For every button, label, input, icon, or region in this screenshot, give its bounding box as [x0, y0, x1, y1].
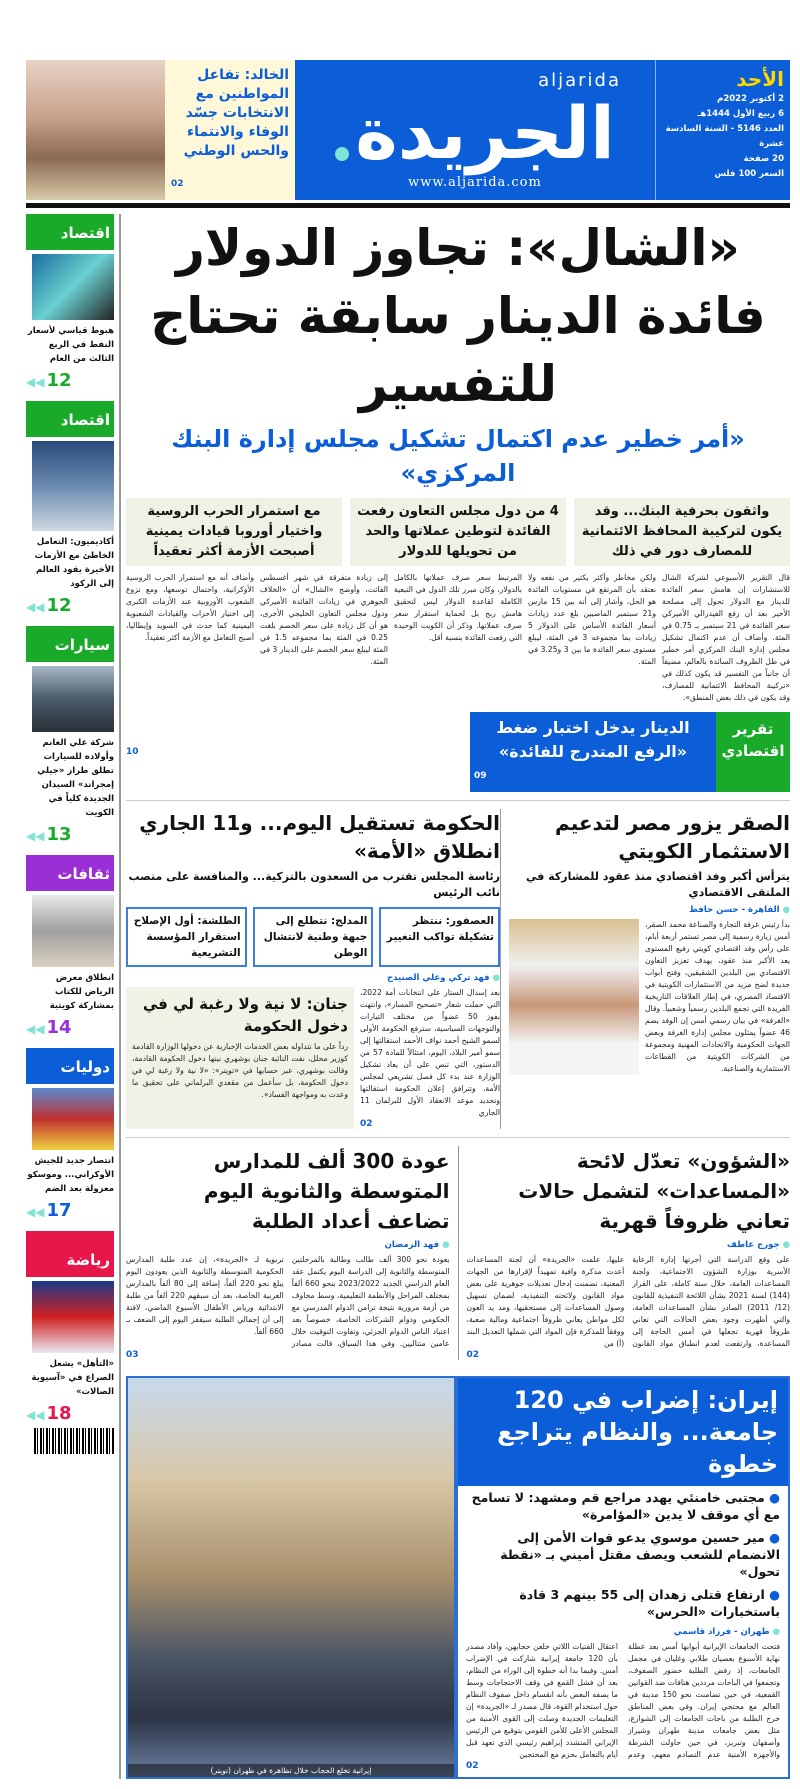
page-link[interactable]: [26, 1200, 114, 1221]
date-gregorian: 2 أكتوبر 2022م: [717, 94, 784, 104]
article-column: قال التقرير الأسبوعي لشركة الشال للاستشارات إن هامش سعر الفائدة للدينار مع الدولار تحول إلى مصلحة الأخير بعد أن رفع الفيدرالي الأميركي سعر الفائدة في 21 سبتمبر بـ 0.75 في المئة. وأضاف أن عدم اكتمال تشكيل مجلس إدارة البنك المركزي أمر خطير في ظل الظروف السائدة بالعالم، مضيفاً أن جانباً من التفسير قد يكون كذلك في «تركيبة المحافظ الائتمانية للمصارف، وقد يكون في ذلك بعض المنطق».: [662, 573, 790, 702]
kremlin-image: [32, 1088, 114, 1150]
local-row: [126, 1137, 790, 1360]
logo-dot-icon: [335, 147, 349, 161]
report-box[interactable]: [470, 712, 790, 792]
sidebar-label[interactable]: ثقافات: [26, 855, 114, 891]
website-url[interactable]: www.aljarida.com: [408, 175, 542, 190]
page-number: 12: [46, 370, 72, 391]
sidebar-caption[interactable]: شركة علي الغانم وأولاده للسيارات تطلق طراز «جيلي إمجراند» السيدان الجديدة كلياً في الكويت: [37, 738, 114, 818]
divider: [26, 203, 790, 208]
sidebar-section: [26, 855, 114, 1038]
sidebar-label[interactable]: دوليات: [26, 1048, 114, 1084]
iran-body: فتحت الجامعات الإيرانية أبوابها أمس بعد عطلة نهاية الأسبوع بعصيان طلابي وغليان في مجمل الجامعات، إذ رفض الطلبة حضور الصفوف، وتجمعوا في الباحات مرددين هتافات ضد القوانين القمعية، في حين تضامنت نحو 150 مدينة في العالم مع محتجي إيران. وفي بعض المناطق خرج الطلبة من باحات الجامعات إلى الشوارع، مثل بعض جامعات مدينة طهران وشيراز وأصفهان وتبريز، في حين حاولت الشرطة والأجهزة الأمنية عدم التصادم معهم، وعدم اعتقال الفتيات اللاتي خلعن حجابهن، وأفاد مصدر بأن 120 جامعة إيرانية شاركت في الإضراب أمس. وفيما بدا أنه خطوة إلى الوراء من النظام، بعد أن فشل القمع في وقف الاحتجاجات وسط ما يصفه البعض بأنه انقسام داخل صفوف النظام حول استخدام القوة، قال مصدر لـ «الجريدة» إن التعليمات الجديدة وصلت إلى القوى الأمنية من المجلس الأعلى للأمن القومي بتوقيع من الرئيس الإيراني المتشدد إبراهيم رئيسي الذي تعهد قبل أيام بالتعامل بحزم مع المحتجين: [466, 1642, 780, 1759]
saqr-body: بدأ رئيس غرفة التجارة والصناعة محمد الصقر، أمس زيارة رسمية إلى مصر تستمر أربعة أيام، على رأس وفد اقتصادي كويتي رفيع المستوى يعد الأكبر منذ عقود، بهدف تعزيز التعاون الاقتصادي بين البلدين الشقيقين، وفتح أبواب جديدة لضخ مزيد من الاستثمارات الكويتية في الاقتصاد المصري، في إطار العلاقات التاريخية الفريدة التي تجمع البلدين رسمياً وشعبياً. وقال «الغرفة» في بيان رسمي أمس إن الوفد يضم 46 عضواً يمثلون مجلس إدارة الغرفة وبعض الجهات الحكومية والاتحادات المهنية ومجموعة من الشركات الكويتية من القطاعات الاستثمارية والصناعية.: [645, 920, 790, 1073]
page-number: 17: [46, 1200, 72, 1221]
shoun-page[interactable]: 02: [466, 1350, 480, 1360]
saqr-byline: ● القاهرة - حسن حافظ: [509, 905, 790, 915]
promo-page[interactable]: 02: [171, 179, 184, 189]
saqr-subhead: يترأس أكبر وفد اقتصادي منذ عقود للمشاركة في الملتقى الاقتصادي: [526, 870, 790, 899]
price: السعر 100 فلس: [714, 169, 784, 179]
barcode: [34, 1428, 114, 1454]
gov-page[interactable]: 02: [360, 1119, 373, 1129]
date-hijri: 6 ربيع الأول 1444هـ: [697, 109, 784, 119]
highlight-row: [126, 498, 790, 566]
gov-body: بعد إسدال الستار على انتخابات أمة 2022، التي حملت شعار «تصحيح المسار»، وانتهت بفوز 50 عضواً من مختلف التيارات والتوجهات السياسية، سترفع الحكومة الأولى لسمو الشيخ أحمد نواف الأحمد استقالتها إلى سمو أمير البلاد، اليوم، امتثالاً للمادة 57 من الدستور، التي تنص على أن يعاد تشكيل الوزارة عند بدء كل فصل تشريعي لمجلس الأمة، وتترافق إعلان الحكومة استقالتها وتحديد موعد الانعقاد الأول للبرلمان 11 الجاري: [360, 988, 501, 1117]
main-content: [126, 214, 790, 1779]
issue-info: [655, 60, 790, 200]
page-link[interactable]: [26, 824, 114, 845]
page-number: 13: [46, 824, 72, 845]
sidebar-section: [26, 1048, 114, 1221]
article-column: وأضاف أنه مع استمرار الحرب الروسية الأوكرانية، واحتمال توسعها، ومع نزوع الشعوب الأوروبية عند الأزمات الكبرى إلى اختيار الأحزاب والقيادات الشعبوية اليمينية كما حدث في السويد وإيطاليا، أصبح التعامل مع الأزمة أكثر تعقيداً.: [126, 573, 254, 642]
sidebar-caption[interactable]: «التأهل» يشعل الصراع في «آسيوية الصالات»: [31, 1359, 114, 1397]
car-image: [32, 666, 114, 732]
main-subhead: «أمر خطير عدم اكتمال تشكيل مجلس إدارة البنك المركزي»: [171, 425, 745, 487]
logo-row: [335, 91, 615, 175]
iran-article: [458, 1627, 788, 1771]
continued-page[interactable]: 10: [126, 747, 139, 757]
report-title-wrap: [470, 712, 716, 792]
sidebar-caption[interactable]: انطلاق معرض الرياض للكتاب بمشاركة كويتية: [49, 973, 114, 1011]
quote-box: المدلج: نتطلع إلى جبهة وطنية لانتشال الوطن: [253, 907, 374, 967]
report-row: [126, 712, 790, 792]
sidebar: [26, 214, 114, 1779]
page-link[interactable]: [26, 1017, 114, 1038]
highlight-box: 4 من دول مجلس التعاون رفعت الفائدة لتوطين عملاتها والحد من تحويلها للدولار: [350, 498, 566, 566]
content: [26, 214, 790, 1779]
iran-bullet: ● ارتفاع قتلى زهدان إلى 55 بينهم 3 قادة باستخبارات «الحرس»: [458, 1583, 788, 1623]
page-link[interactable]: [26, 595, 114, 616]
sidebar-section: [26, 1231, 114, 1454]
main-headline[interactable]: «الشال»: تجاوز الدولار فائدة الدينار سابقة تحتاج للتفسير: [150, 219, 766, 413]
shoun-story[interactable]: [458, 1146, 791, 1360]
sidebar-caption[interactable]: انتصار جديد للجيش الأوكراني... وموسكو معزولة بعد الضم: [27, 1156, 114, 1194]
report-title: الدينار يدخل اختبار ضغط «الرفع المتدرج للفائدة»: [496, 718, 690, 761]
logo-arabic: الجريدة: [355, 91, 615, 175]
quote-box: العصفور: ننتظر تشكيلة تواكب التغيير: [379, 907, 500, 967]
gov-inner: [126, 809, 500, 1129]
futsal-image: [32, 1281, 114, 1353]
gov-byline: ● فهد تركي وعلي الصنيدح: [126, 973, 500, 983]
masthead-logo: [295, 60, 790, 200]
janan-title: جنان: لا نية ولا رغبة لي في دخول الحكومة: [142, 995, 348, 1035]
arrow-icon: ◀◀: [26, 829, 45, 843]
book-fair-image: [32, 895, 114, 967]
page-number: 14: [46, 1017, 72, 1038]
sidebar-label[interactable]: اقتصاد: [26, 401, 114, 437]
masthead: [26, 60, 790, 200]
saqr-headline[interactable]: الصقر يزور مصر لتدعيم الاستثمار الكويتي: [555, 811, 790, 863]
arrow-icon: ◀◀: [26, 600, 45, 614]
photo-caption: إيرانية تخلع الحجاب خلال تظاهرة في طهران (تويتر): [128, 1764, 454, 1777]
market-image: [32, 441, 114, 531]
saqr-story[interactable]: [500, 809, 790, 1129]
arrow-icon: ◀◀: [26, 1205, 45, 1219]
sidebar-label[interactable]: رياضة: [26, 1231, 114, 1277]
promo-photo: [26, 60, 165, 200]
quote-box: الطلشة: أول الإصلاح استقرار المؤسسة التشريعية: [126, 907, 247, 967]
report-page[interactable]: 09: [474, 771, 487, 781]
iran-story[interactable]: [126, 1368, 790, 1779]
promo-title: الخالد: تفاعل المواطنين مع الانتخابات جسّد الوفاء والانتماء والحس الوطني: [183, 67, 289, 159]
gov-body-wrap: [360, 987, 500, 1129]
shoun-body: على وقع الدراسة التي أجرتها إدارة الرعاية الأسرية بوزارة الشؤون الاجتماعية، ولجنة المساعدات العامة، خلال سنة كاملة، على القرار (144) لسنة 2021 بشأن اللائحة التنفيذية للقانون (12/ 2011) الصادر بشأن المساعدات العامة، والتي أظهرت وجود بعض الحالات التي تعاني ظروفاً قهرية تجعلها في أمس الحاجة إلى المساعدة، وارتفعت لعدم انطباق مواد القانون عليها، علمت «الجريدة» أن لجنة المساعدات أعدت مذكرة وافية تمهيداً لإقرارها من الجهات المعنية، تضمنت إدخال تعديلات جوهرية على بعض مواد القانون ولائحته التنفيذية، لضمان تسهيل وصول المساعدات إلى مستحقيها، ومد يد العون لكل مواطن يعاني ظروفاً اجتماعية ومالية صعبة، ووفقاً للمذكرة فإن المواد التي شملها التعديل البند (أ) من: [466, 1255, 791, 1348]
report-tag: تقرير اقتصادي: [716, 712, 790, 792]
gov-story[interactable]: [126, 809, 500, 1129]
logo-latin: aljarida: [538, 70, 621, 91]
arrow-icon: ◀◀: [26, 1408, 45, 1422]
gov-headline[interactable]: الحكومة تستقيل اليوم... و11 الجاري انطلاق «الأمة»: [139, 811, 500, 863]
arrow-icon: ◀◀: [26, 375, 45, 389]
highlight-box: مع استمرار الحرب الروسية واختيار أوروبا قيادات يمينية أصبحت الأزمة أكثر تعقيداً: [126, 498, 342, 566]
article-column: ولكن مخاطر وأكثر بكثير من نفعه ولا نعتقد بأن المرتفع في مستويات الفائدة هو الحل، وأشار إلى أنه بين 15 مارس و21 سبتمبر الماضيين بلغ عدد زيادات أسعار الفائدة الأساس على الدولار 5 زيادات بما مجموعه 3 في المئة، ليبلغ مستوى سعر الفائدة ما بين 3 و3.25 في المئة.: [528, 573, 656, 666]
iran-protest-photo: [126, 1376, 456, 1779]
sidebar-section: [26, 626, 114, 845]
schools-body: بعودة نحو 300 ألف طالب وطالبة بالمرحلتين المتوسطة والثانوية إلى الدراسة اليوم يكتمل عقد العام الدراسي الجديد 2023/2022 بنحو 660 ألفاً بمختلف المراحل والأنظمة التعليمية، وسط مخاوف من أزمة مرورية نتيجة تزامن الدوام المدرسي مع الحكومي ودوام الشركات الخاصة، خصوصاً بعد اعتياد الناس الدوام الجزئي، وتفاوت التوقيت خلال عامين متتاليين. وفي هذا السياق، قالت مصادر تربوية لـ «الجريدة»، إن عدد طلبة المدارس الحكومية المتوسطة والثانوية الذين يعودون اليوم يبلغ نحو 220 ألفاً، إضافة إلى 80 ألفاً بالمدارس العربية الخاصة، بعد أن سبقهم 220 ألفاً من طلبة الابتدائية ورياض الأطفال الأسبوع الماضي، لافتة إلى أن إجمالي الطلبة سيقفز اليوم إلى الضعف بـ 660 ألفاً.: [126, 1255, 450, 1348]
iran-bullet: ● مير حسين موسوي يدعو قوات الأمن إلى الانضمام للشعب ويصف مقتل أميني بـ «نقطة تحول»: [458, 1526, 788, 1583]
saqr-photo: [509, 919, 639, 1075]
schools-page[interactable]: 03: [126, 1350, 139, 1360]
gov-content: [126, 987, 500, 1129]
arrow-icon: ◀◀: [26, 1022, 45, 1036]
logo-area: [295, 60, 655, 200]
lead-columns: [126, 572, 790, 704]
sidebar-section: [26, 214, 114, 391]
sidebar-section: [26, 401, 114, 616]
page-link[interactable]: [26, 370, 114, 391]
iran-bullet: ● مجتبى خامنئي يهدد مراجع قم ومشهد: لا تسامح مع أي موقف لا يدين «المؤامرة»: [458, 1486, 788, 1526]
gov-subhead: رئاسة المجلس تقترب من السعدون بالتزكية... والمنافسة على منصب نائب الرئيس: [128, 870, 500, 899]
iran-byline: ● طهران - فرزاد قاسمي: [466, 1627, 780, 1637]
sidebar-label[interactable]: اقتصاد: [26, 214, 114, 250]
highlight-box: واثقون بحرفية البنك... وقد يكون لتركيبة المحافظ الائتمانية للمصارف دور في ذلك: [574, 498, 790, 566]
issue-number: العدد 5146 - السنة السادسة عشرة: [665, 124, 784, 149]
schools-story[interactable]: [126, 1146, 458, 1360]
sidebar-divider: [119, 214, 121, 1779]
sidebar-caption[interactable]: أكاديميون: التعامل الخاطئ مع الأزمات الأخيرة يقود العالم إلى الركود: [34, 537, 114, 589]
promo-story[interactable]: [165, 60, 295, 200]
saqr-content: [509, 919, 790, 1075]
oil-image: [32, 254, 114, 320]
article-column: إلى زيادة متفرقة في شهر أغسطس الفائت، وأوضح «الشال» أن «الخلاف الجوهري في زيادات الفائدة الأميركي ودول مجلس التعاون الخليجي الأخرى، هو أن كل زيادة على سعر الخصم بلغت 0.25 في المئة بما مجموعه 1.5 في المئة ليبلغ سعر الخصم على الدينار 3 في المئة.: [260, 573, 388, 666]
schools-byline: ● فهد الرمضان: [126, 1240, 450, 1250]
politics-row: [126, 800, 790, 1129]
page-number: 12: [46, 595, 72, 616]
day: الأحد: [736, 67, 784, 91]
iran-headline[interactable]: إيران: إضراب في 120 جامعة... والنظام يتراجع خطوة: [458, 1378, 788, 1486]
page-number: 18: [46, 1403, 72, 1424]
iran-page[interactable]: 02: [466, 1761, 479, 1771]
janan-body: رداً على ما تتداوله بعض الخدمات الإخبارية عن دخولها الوزارة القادمة كوزير محلل، نفت النائبة جنان بوشهري نيتها دخول الحكومة القادمة، وقالت بوشهري، عبر حسابها في «تويتر»: «لا نية ولا رغبة لي في دخول الحكومة، بل سأعمل من مقعدي البرلماني على تحقيق ما وعدت به ومواجهة الفساد».: [132, 1042, 348, 1099]
shoun-byline: ● جورج عاطف: [467, 1240, 791, 1250]
janan-box[interactable]: [126, 987, 354, 1129]
page-link[interactable]: [26, 1403, 114, 1424]
iran-text: [456, 1376, 790, 1779]
article-column: المرتبط سعر صرف عملاتها بالكامل بالدولار، وكان مبرر تلك الدول في التبعية الكاملة لقاعدة الدولار ليس لتحقيق هامش ربح بل لحماية استقرار سعر صرف عملاتها. وذكر أن الكويت الوحيدة التي رفعت الفائدة بنسبة أقل.: [394, 573, 522, 642]
sidebar-caption[interactable]: هبوط قياسي لأسعار النفط في الربع الثالث من العام: [27, 326, 114, 364]
page-count: 20 صفحة: [743, 154, 784, 164]
sidebar-label[interactable]: سيارات: [26, 626, 114, 662]
shoun-headline[interactable]: «الشؤون» تعدّل لائحة «المساعدات» لتشمل حالات تعاني ظروفاً قهرية: [518, 1149, 790, 1233]
quote-row: [126, 907, 500, 967]
schools-headline[interactable]: عودة 300 ألف للمدارس المتوسطة والثانوية اليوم تضاعف أعداد الطلبة: [203, 1149, 450, 1233]
